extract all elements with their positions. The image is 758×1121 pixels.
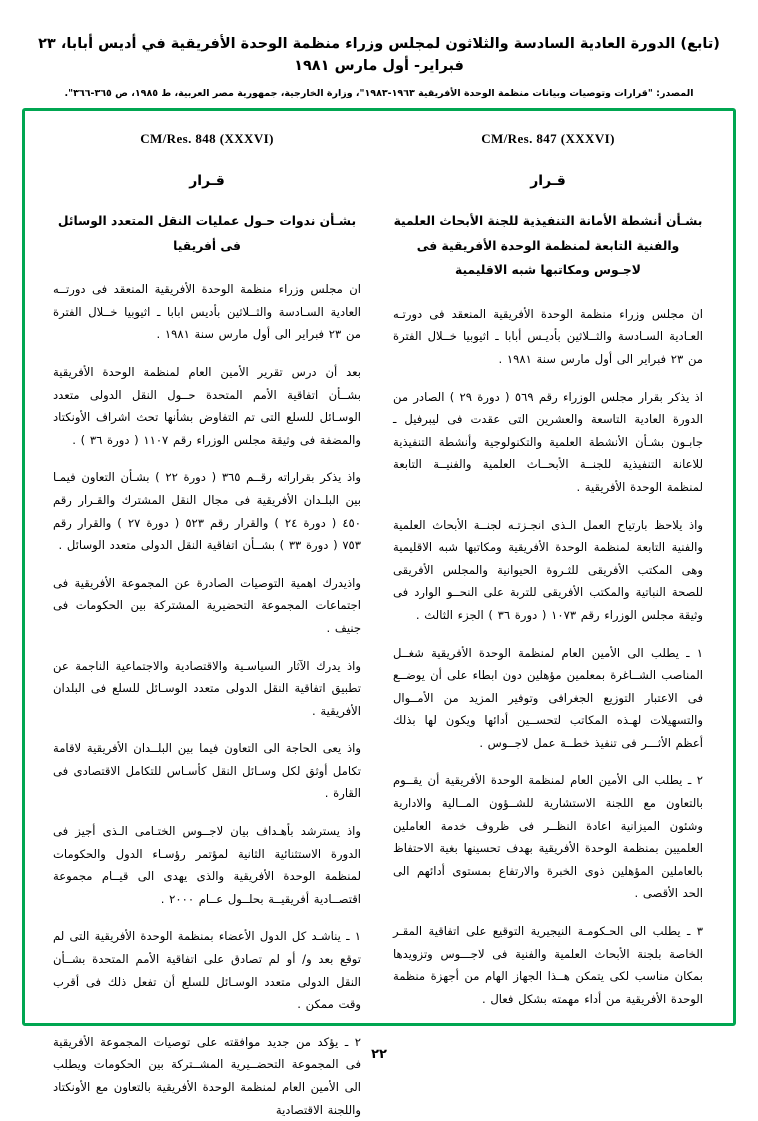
paragraph: ان مجلس وزراء منظمة الوحدة الأفريقية المنعقد فى دورتـه العـادية السـادسة والثــلاثين بأديـس أبابا ـ اثيوبيا خــلال الفترة من ٢٣ فبراير الى أول مارس سنة ١٩٨١ . [393,306,703,366]
paragraph: واذيدرك اهمية التوصيات الصادرة عن المجموعة الأفريقية فى اجتماعات المجموعة التحضيرية المشتركة بين الحكومات فى جنيف . [53,575,361,635]
column-right [379,127,711,1013]
paragraph: ١ ـ يطلب الى الأمين العام لمنظمة الوحدة الأفريقية شغــل المناصب الشــاغرة بمعلمين مؤهلين دون ابطاء على أن يوضــع فى الاعتبار التوزيع الجغرافى وتوفير المزيد من الأمــوال والتسهيلات لهـذه المكاتب لتحســين أدائها ويكون لها بذلك أعظم الأثـــر فى تنفيذ خطــة عمل لاجــوس . [393,645,703,750]
page-header-title: (تابع) الدورة العادية السادسة والثلاثون لمجلس وزراء منظمة الوحدة الأفريقية في أديس أبابا، ٢٣ فبراير- أول مارس ١٩٨١ [38,36,720,74]
resolution-id-left: CM/Res. 848 (XXXVI) [140,131,274,146]
column-left [47,127,379,1117]
paragraph: بعد أن درس تقرير الأمين العام لمنظمة الوحدة الأفريقية بشــأن اتفاقية الأمم المتحدة حــول النقل الدولى متعدد الوسـائل للسلع التى تم التفاوض بشأنها تحث اشراف الأونكتاد والمضفة فى وثيقة مجلس الوزراء رقم ١١٠٧ ( دورة ٣٦ ) . [53,364,361,447]
paragraph: واذ يلاحظ بارتياح العمل الـذى انجـزتـه لجنــة الأبحاث العلمية والفنية التابعة لمنظمة الوحدة الأفريقية ومكاتبها شبه الاقليمية وهى المكتب الأفريقى للثـروة الحيوانية والمجلس الأفريقى للصحة النباتية والمكتب الأفريقى للتربة على النحــو الوارد فى وثيقة مجلس الوزراء رقم ١٠٧٣ ( دورة ٣٦ ) الجزء الثالث . [393,517,703,622]
paragraph: ٣ ـ يطلب الى الحـكومـة النيجيرية التوقيع على اتفاقية المقـر الخاصة بلجنة الأبحاث العلمية والفنية فى لاجـــوس وتزويدها بمكان مناسب لكى يتمكن هــذا الجهاز الهام من أجهزة منظمة الوحدة الأفريقية من أداء مهمته بشكل فعال . [393,924,703,1006]
paragraph: ٢ ـ يؤكد من جديد موافقته على توصيات المجموعة الأفريقية فى المجموعة التحضــيرية المشــتركة بين الحكومات ويطلب الى الأمين العام لمنظمة الوحدة الأفريقية بالتعاون مع الأونكتاد واللجنة الاقتصادية [53,1034,361,1117]
resolution-heading-right: قـرار [530,173,566,189]
resolution-id-right: CM/Res. 847 (XXXVI) [481,131,615,146]
resolution-subject-left: بشـأن ندوات حـول عمليات النقل المتعدد الوسائل فى أفريقيا [57,214,357,253]
paragraph: واذ يسترشد بأهـداف بيان لاجــوس الختـامى الـذى أجيز فى الدورة الاستثنائية الثانية لمؤتمر رؤسـاء الدول والحكومات لمنظمة الوحدة الأفريقية والذى يهدى الى قيــام مجموعة اقتصــادية أفريقيــة بحلــول عــام ٢٠٠٠ . [53,824,361,906]
paragraph: ان مجلس وزراء منظمة الوحدة الأفريقية المنعقد فى دورتــه العادية السـادسة والثــلاثين بأديس ابابا ـ اثيوبيا خــلال الفترة من ٢٣ فبراير الى أول مارس سنة ١٩٨١ . [53,282,361,342]
paragraph: اذ يذكر بقرار مجلس الوزراء رقم ٥٦٩ ( دورة ٢٩ ) الصادر من الدورة العادية التاسعة والعشرين التى عقدت فى ليبرفيل ـ جابـون بشـأن الأنشطة العلمية والتكنولوجية وأنشطة التنفيذية للاعانة التنفيذية للجنــة الأبحــاث العلمية والفنيــة التابعة لمنظمة الوحدة الأفريقية . [393,389,704,494]
paragraph: واذ يعى الحاجة الى التعاون فيما بين البلــدان الأفريقية لاقامة تكامل أوثق لكل وسـائل النقل كأسـاس للتكامل الاقتصادى فى القارة . [53,741,361,801]
content-frame [22,108,736,1117]
resolution-heading-left: قـرار [189,173,225,189]
resolution-subject-right: بشـأن أنشطة الأمانة التنفيذية للجنة الأبحاث العلمية والفنية التابعة لمنظمة الوحدة الأفريقية فى لاجـوس ومكاتبها شبه الاقليمية [393,214,703,278]
page-header [0,0,758,101]
page-header-source: المصدر: "قرارات وتوصيات وبيانات منظمة الوحدة الأفريقية ١٩٦٣-١٩٨٣"، وزارة الخارجية، جمهورية مصر العربية، ط ١٩٨٥، ص ٣٦٥-٣٦٦". [64,87,694,99]
page-number: ٢٢ [371,1047,387,1062]
paragraph: واذ يدرك الآثار السياسـية والاقتصادية والاجتماعية الناجمة عن تطبيق اتفاقية النقل الدولى متعدد الوسـائل للسلع فى البلدان الأفريقية . [53,658,361,718]
columns-container [25,111,733,1117]
paragraph: ٢ ـ يطلب الى الأمين العام لمنظمة الوحدة الأفريقية أن يقــوم بالتعاون مع اللجنة الاستشارية للشــؤون المــالية والادارية وشئون الميزانية اعادة النظــر فى ظروف خدمة العاملين العلميين بمنظمة الوحدة الأفريقية بهدف تحسينها بغية الاحتفاظ بالعاملين المؤهلين ذوى الخبرة والارتفاع بمستوى أدائهم الى الحد الأقصى . [393,773,703,901]
paragraph: واذ يذكر بقراراته رقــم ٣٦٥ ( دورة ٢٢ ) بشـأن التعاون فيمـا بين البلـدان الأفريقية فى مجال النقل المشترك والقـرار رقم ٤٥٠ ( دورة ٢٤ ) والقرار رقم ٥٢٣ ( دورة ٢٧ ) والقرار رقم ٧٥٣ ( دورة ٣٣ ) بشــأن اتفاقية النقل الدولى متعدد الوسائل . [53,470,362,553]
paragraph: ١ ـ يناشـد كل الدول الأعضاء بمنظمة الوحدة الأفريقية التى لم توقع بعد و/ أو لم تصادق على اتفاقية الأمم المتحدة بشــأن النقل الدولى متعدد الوسـائل للسلع أن تفعل ذلك فى أقرب وقت ممكن . [53,929,361,1012]
